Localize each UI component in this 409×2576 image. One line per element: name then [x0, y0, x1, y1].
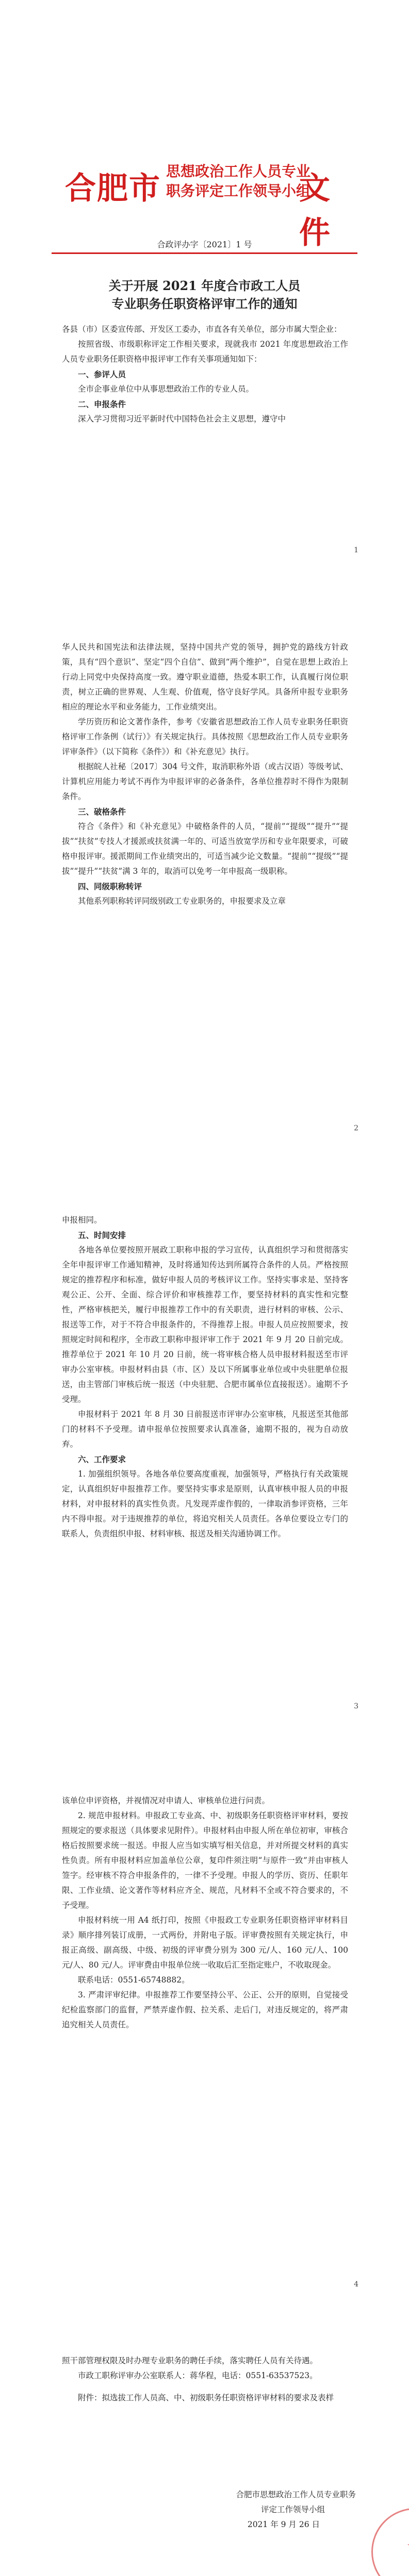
paragraph: 华人民共和国宪法和法律法规，坚持中国共产党的领导，拥护党的路线方针政策，具有“四个意识”、坚定“四个自信”、做到“两个维护”，自觉在思想上政治上行动上同党中央保持高度一致。遵守职业道德，热爱本职工作，认真履行岗位职责，树立正确的世界观、人生观、价值观，恪守良好学风。具备所申报专业职务相应的理论水平和业务能力，工作业绩突出。	[62, 642, 348, 711]
section2-body: 深入学习贯彻习近平新时代中国特色社会主义思想，遵守中	[78, 414, 286, 423]
official-seal	[371, 2508, 409, 2576]
page3-body	[62, 1213, 348, 1541]
document-page-3	[0, 1156, 409, 1734]
contact-paragraph: 市政工职称评审办公室联系人：蒋华程，电话：0551-63537523。	[78, 2371, 318, 2380]
section1-body: 全市企事业单位中从事思想政治工作的专业人员。	[78, 384, 254, 394]
signature-date: 2021 年 9 月 26 日	[247, 2520, 320, 2529]
paragraph: 学历资历和论文著作条件，参考《安徽省思想政治工作人员专业职务任职资格评审工作条例（试行）》有关规定执行。具体按照《思想政治工作人员专业职务评审条件》（以下简称《条件》）和《补充意见》执行。	[62, 717, 348, 756]
document-page-5	[0, 2312, 409, 2576]
document-title-line2: 专业职务任职资格评审工作的通知	[111, 296, 298, 311]
paragraph: 联系电话：0551-65748882。	[78, 1975, 190, 1985]
page4-body	[62, 1793, 348, 2032]
paragraph: 申报相同。	[62, 1215, 102, 1225]
paragraph: 根据皖人社秘〔2017〕304 号文件，取消职称外语（或古汉语）等级考试、计算机应用能力考试不再作为申报评审的必备条件，各单位推荐时不得作为限制条件。	[62, 762, 348, 801]
header-org-line2: 职务评定工作领导小组	[166, 182, 311, 199]
attachment-note: 附件：拟选拔工作人员高、中、初级职务任职资格评审材料的要求及表样	[78, 2393, 334, 2402]
paragraph: 1. 加强组织领导。各地各单位要高度重视，加强领导，严格执行有关政策规定，认真组织好申报推荐工作。要坚持实事求是原则，认真审核申报人员的申报材料，对申报材料的真实性负责。凡发现弄虚作假的，一律取消参评资格，三年内不得申报。对于违规推荐的单位，将追究相关人员责任。各单位要设立专门的联系人，负责组织申报、材料审核、报送及相关沟通协调工作。	[62, 1469, 348, 1538]
header-doc-word: 文件	[299, 171, 332, 251]
header-org	[166, 162, 310, 201]
page5-body	[62, 2353, 348, 2405]
paragraph: 符合《条件》和《补充意见》中破格条件的人员，“提前”“提级”“提升”“提拔”“扶贫”专技人才援派或扶贫满一年的、可适当放宽学历和专业年限要求，可破格申报评审。援派期间工作业绩突出的，可适当减少论文数量。“提前”“提级”“提拔”“提升”“扶贫”满 3 年的，取消可以免考一年申报高一级职称。	[62, 822, 348, 876]
signature-org-line2: 评定工作领导小组	[260, 2505, 325, 2514]
section-heading-1: 一、参评人员	[78, 369, 126, 379]
page-number: 2	[354, 1124, 358, 1132]
paragraph: 申报材料于 2021 年 8 月 30 日前报送市评审办公室审核，凡报送至其他部门的材料不予受理。请申报单位按照要求认真准备，逾期不报的，视为自动放弃。	[62, 1410, 348, 1449]
page1-body	[62, 322, 348, 427]
document-page-4	[0, 1734, 409, 2312]
paragraph: 各地各单位要按照开展政工职称申报的学习宣传，认真组织学习和贯彻落实全年申报评审工作通知精神，及时将通知传达到所属符合条件的人员。严格按照规定的推荐程序和标准，做好申报人员的考核评议工作。坚持实事求是、坚持客观公正、公开、全面、综合评价和审核推荐工作，要坚持材料的真实性和完整性，严格审核把关，履行申报推荐工作中的有关职责，进行材料的审核、公示、报送等工作，对于不符合申报条件的，不得推荐上报。申报人员应按照要求，按照规定时间和程序，全市政工职称申报评审工作于 2021 年 9 月 20 日前完成。推荐单位于 2021 年 10 月 20 日前，统一将审核合格人员申报材料报送至市评审办公室审核。申报材料由县（市、区）及以下所属事业单位或中央驻肥单位报送，由主管部门审核后统一报送（中央驻肥、合肥市属单位直接报送）。逾期不予受理。	[62, 1245, 348, 1404]
header-divider	[52, 252, 357, 254]
document-page-2	[0, 578, 409, 1156]
section-heading-5: 五、时间安排	[78, 1230, 126, 1240]
page2-body	[62, 640, 348, 909]
signature-block	[155, 2487, 356, 2532]
document-page-1	[0, 0, 409, 578]
signature-org-line1: 合肥市思想政治工作人员专业职务	[236, 2490, 356, 2499]
section-heading-6: 六、工作要求	[78, 1454, 126, 1464]
paragraph: 2. 规范申报材料。申报政工专业高、中、初级职务任职资格评审材料，要按照规定的要求报送（具体要求见附件）。申报材料由申报人所在单位初审，审核合格后按照要求统一报送。申报人应当如实填写相关信息，并对所提交材料的真实性负责。所有申报材料应加盖单位公章，复印件须注明“与原件一致”并由审核人签字。经审核不符合申报条件的，一律不予受理。申报人的学历、资历、任职年限、工作业绩、论文著作等材料应齐全、规范，凡材料不全或不符合要求的，不予受理。	[62, 1811, 348, 1910]
paragraph: 其他系列职称转评同级别政工专业职务的，申报要求及立章	[78, 896, 286, 906]
paragraph: 3. 严肃评审纪律。申报推荐工作要坚持公平、公正、公开的原则，自觉接受纪检监察部门的监督，严禁弄虚作假、拉关系、走后门，对违反规定的，将严肃追究相关人员责任。	[62, 1990, 348, 2029]
section-heading-4: 四、同级职称转评	[78, 882, 142, 891]
page-number: 3	[354, 1702, 358, 1710]
document-number: 合政评办字〔2021〕1 号	[157, 240, 252, 249]
paragraph: 该单位申评资格，并视情况对申请人、审核单位进行问责。	[62, 1796, 270, 1805]
intro-paragraph: 按照省级、市级职称评定工作相关要求，现就我市 2021 年度思想政治工作人员专业职务任职资格申报评审工作有关事项通知如下：	[62, 340, 348, 364]
section-heading-2: 二、申报条件	[78, 399, 126, 409]
document-title-line1: 关于开展 2021 年度合市政工人员	[108, 278, 301, 293]
section-heading-3: 三、破格条件	[78, 807, 126, 817]
recipients: 各县（市）区委宣传部、开发区工委办，市直各有关单位，部分市属大型企业：	[62, 325, 342, 334]
page-number: 1	[354, 546, 358, 554]
paragraph: 照干部管理权限及时办理专业职务的聘任手续，落实聘任人员有关待遇。	[62, 2356, 318, 2365]
header-city: 合肥市	[65, 171, 161, 207]
paragraph: 申报材料统一用 A4 纸打印，按照《申报政工专业职务任职资格评审材料目录》顺序排列装订成册，一式两份，并附电子版。评审费按照有关规定执行，申报正高级、副高级、中级、初级的评审费分别为 300 元/人、160 元/人、100 元/人、80 元/人。评审费由申报单位统一收取后汇至指定账户，不收取现金。	[62, 1916, 348, 1970]
page-number: 4	[354, 2280, 358, 2289]
header-org-line1: 思想政治工作人员专业	[166, 163, 311, 180]
